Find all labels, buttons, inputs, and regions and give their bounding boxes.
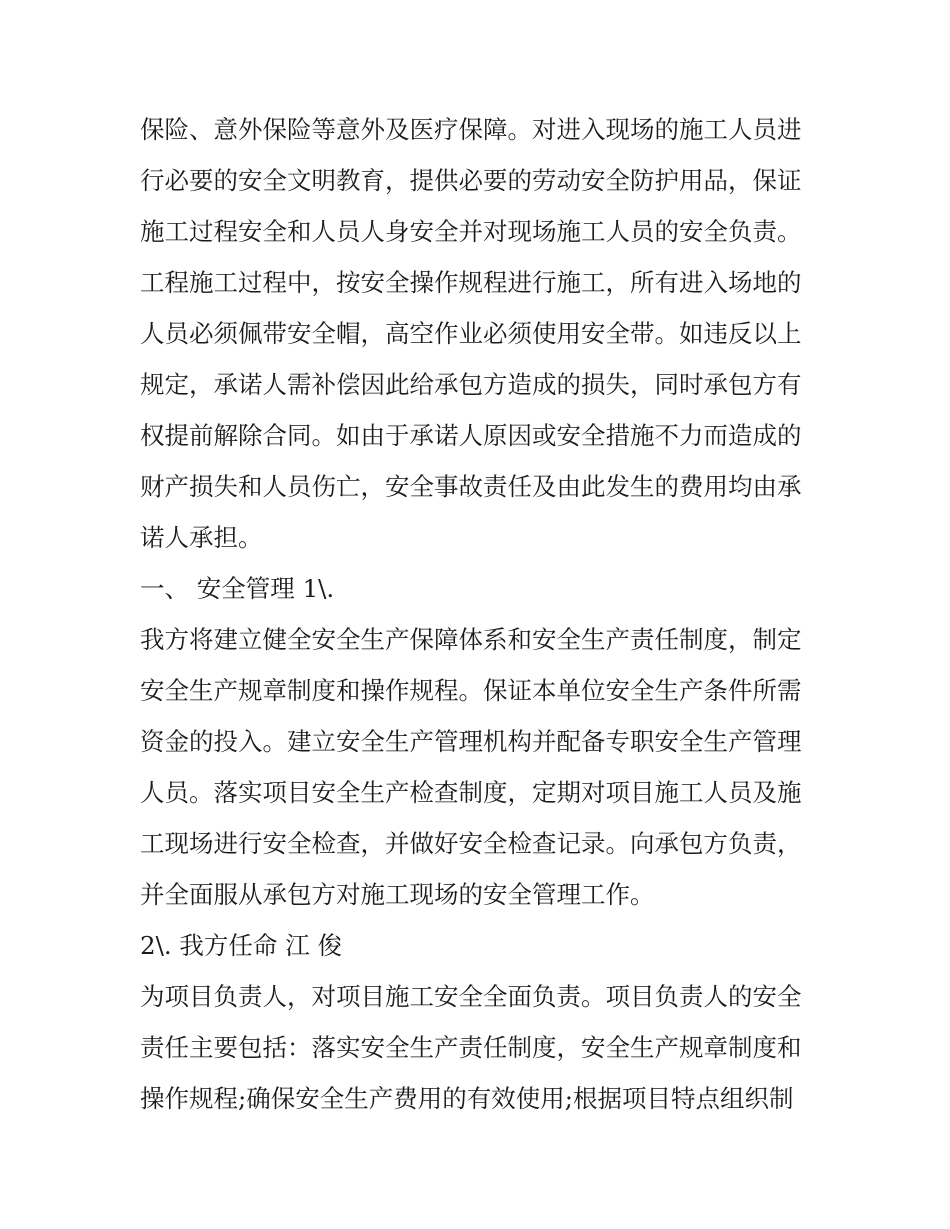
text-line: 操作规程;确保安全生产费用的有效使用;根据项目特点组织制 xyxy=(140,1084,794,1113)
text-line: 并全面服从承包方对施工现场的安全管理工作。 xyxy=(140,880,655,909)
text-line: 为项目负责人，对项目施工安全全面负责。项目负责人的安全 xyxy=(140,982,802,1011)
text-line: 安全生产规章制度和操作规程。保证本单位安全生产条件所需 xyxy=(140,676,802,705)
text-line: 责任主要包括：落实安全生产责任制度，安全生产规章制度和 xyxy=(140,1033,802,1062)
text-line: 工程施工过程中，按安全操作规程进行施工，所有进入场地的 xyxy=(140,268,802,297)
numbered-item: 2\. 我方任命 江 俊 xyxy=(140,931,342,960)
body-text xyxy=(140,104,820,1124)
text-line: 诺人承担。 xyxy=(140,523,263,552)
text-line: 保险、意外保险等意外及医疗保障。对进入现场的施工人员进 xyxy=(140,115,802,144)
text-line: 规定，承诺人需补偿因此给承包方造成的损失，同时承包方有 xyxy=(140,370,802,399)
text-line: 人员。落实项目安全生产检查制度，定期对项目施工人员及施 xyxy=(140,778,802,807)
text-line: 我方将建立健全安全生产保障体系和安全生产责任制度，制定 xyxy=(140,625,802,654)
text-line: 工现场进行安全检查，并做好安全检查记录。向承包方负责， xyxy=(140,829,802,858)
text-line: 资金的投入。建立安全生产管理机构并配备专职安全生产管理 xyxy=(140,727,802,756)
text-line: 施工过程安全和人员人身安全并对现场施工人员的安全负责。 xyxy=(140,217,802,246)
text-line: 人员必须佩带安全帽，高空作业必须使用安全带。如违反以上 xyxy=(140,319,802,348)
section-heading: 一、 安全管理 1\. xyxy=(140,574,335,603)
text-line: 权提前解除合同。如由于承诺人原因或安全措施不力而造成的 xyxy=(140,421,802,450)
text-line: 行必要的安全文明教育，提供必要的劳动安全防护用品，保证 xyxy=(140,166,802,195)
text-line: 财产损失和人员伤亡，安全事故责任及由此发生的费用均由承 xyxy=(140,472,802,501)
